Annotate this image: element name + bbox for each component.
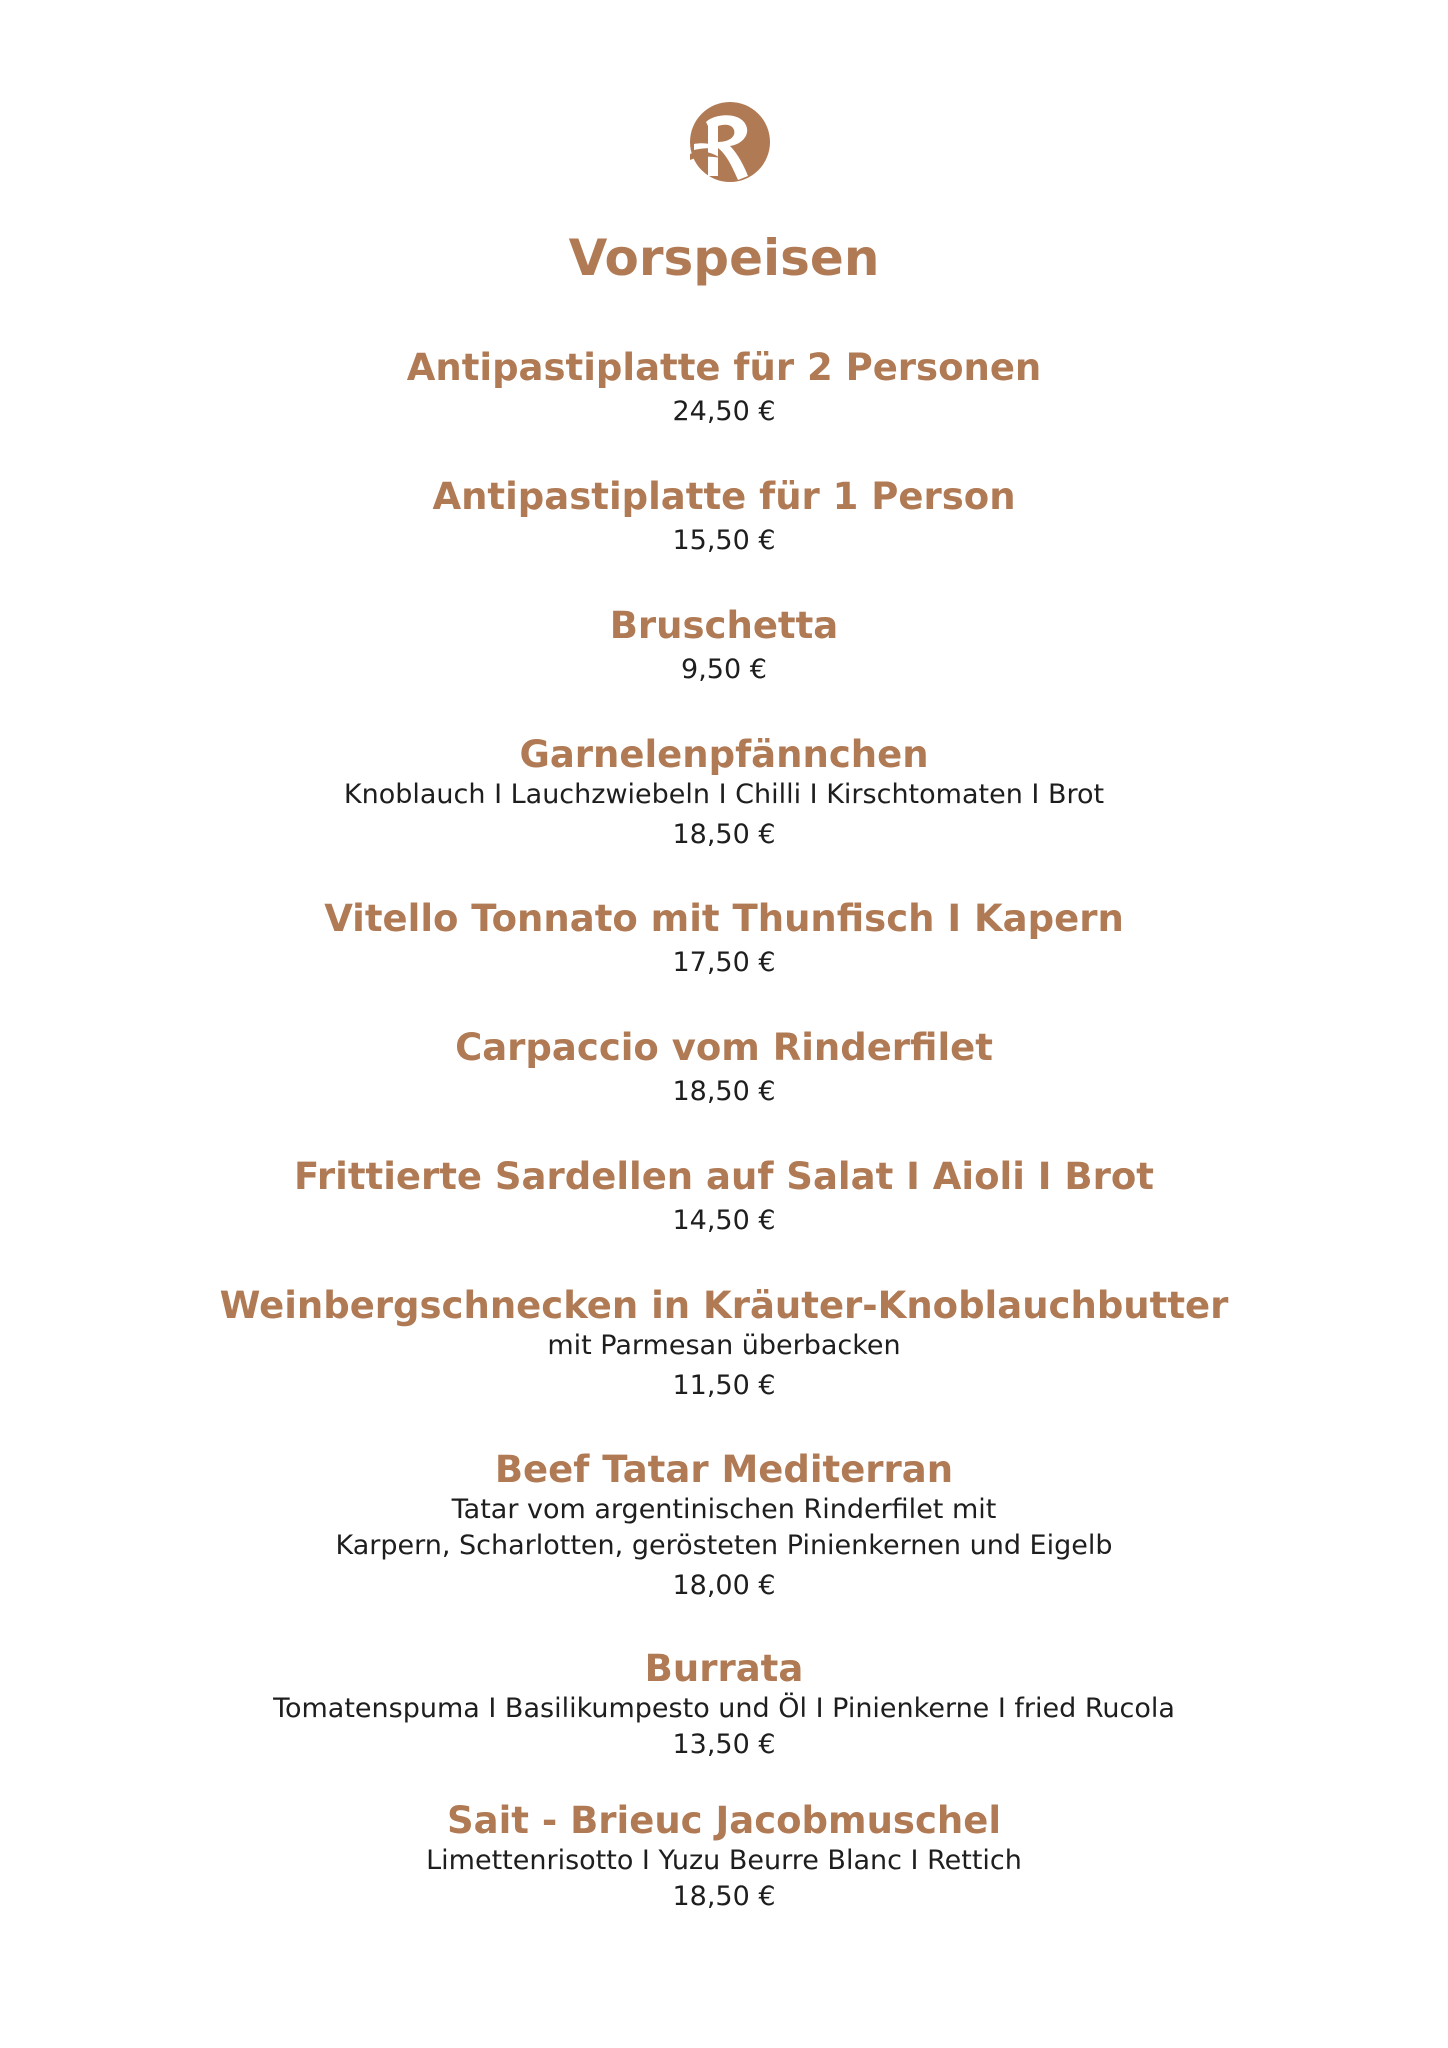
menu-item-price: 18,50 € — [672, 1881, 776, 1912]
menu-item-name: Weinbergschnecken in Kräuter-Knoblauchbutter — [219, 1284, 1229, 1327]
menu-item-name: Frittierte Sardellen auf Salat I Aioli I Brot — [294, 1155, 1154, 1198]
menu-item-name: Bruschetta — [609, 604, 839, 647]
menu-item-name: Carpaccio vom Rinderfilet — [455, 1026, 993, 1069]
menu-item-name: Antipastiplatte für 2 Personen — [406, 346, 1042, 389]
menu-item — [0, 346, 1448, 430]
menu-item-price: 24,50 € — [672, 396, 776, 427]
menu-item-price: 18,50 € — [672, 819, 776, 850]
menu-item-name: Antipastiplatte für 1 Person — [432, 475, 1016, 518]
menu-item — [0, 1448, 1448, 1604]
menu-item-description: Tatar vom argentinischen Rinderfilet mit — [451, 1494, 997, 1525]
menu-item — [0, 604, 1448, 688]
menu-item — [0, 1155, 1448, 1239]
menu-item-name: Garnelenpfännchen — [519, 733, 929, 776]
menu-item — [0, 475, 1448, 559]
menu-item — [0, 897, 1448, 981]
menu-item — [0, 733, 1448, 853]
menu-item-description: mit Parmesan überbacken — [547, 1330, 901, 1361]
menu-item-description: Karpern, Scharlotten, gerösteten Pinienkernen und Eigelb — [335, 1530, 1113, 1561]
menu-item-price: 13,50 € — [672, 1729, 776, 1760]
menu-item-description: Tomatenspuma I Basilikumpesto und Öl I Pinienkerne I fried Rucola — [273, 1693, 1175, 1724]
menu-item-price: 9,50 € — [681, 654, 767, 685]
menu-item-name: Burrata — [644, 1647, 804, 1690]
menu-item-description: Limettenrisotto I Yuzu Beurre Blanc I Rettich — [426, 1845, 1022, 1876]
menu-item-name: Sait - Brieuc Jacobmuschel — [446, 1799, 1002, 1842]
menu-item-price: 11,50 € — [672, 1370, 776, 1401]
menu-item — [0, 1799, 1448, 1915]
menu-item-price: 18,50 € — [672, 1076, 776, 1107]
section-title: Vorspeisen — [568, 229, 880, 287]
menu-item-description: Knoblauch I Lauchzwiebeln I Chilli I Kirschtomaten I Brot — [343, 779, 1105, 810]
menu-item — [0, 1647, 1448, 1763]
menu-item-price: 17,50 € — [672, 947, 776, 978]
restaurant-logo-icon — [684, 96, 772, 188]
menu-item-price: 14,50 € — [672, 1205, 776, 1236]
menu-item-name: Beef Tatar Mediterran — [494, 1448, 954, 1491]
menu-item — [0, 1026, 1448, 1110]
menu-item-name: Vitello Tonnato mit Thunfisch I Kapern — [324, 897, 1124, 940]
menu-item-price: 15,50 € — [672, 525, 776, 556]
menu-item — [0, 1284, 1448, 1404]
menu-item-price: 18,00 € — [672, 1570, 776, 1601]
